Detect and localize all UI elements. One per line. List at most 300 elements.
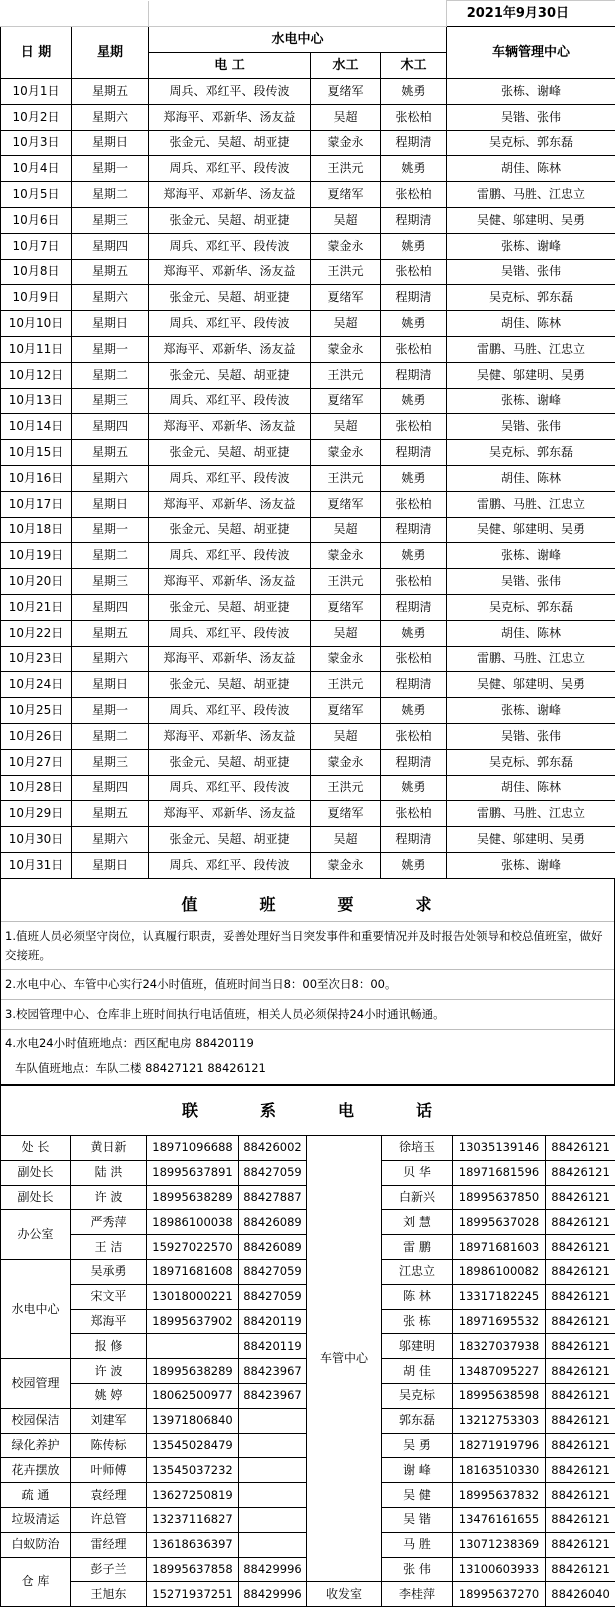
contact-office-phone: 88426121 — [546, 1259, 615, 1284]
contact-group: 白蚁防治 — [1, 1532, 71, 1557]
electrician-cell: 张金元、吴超、胡亚捷 — [149, 749, 311, 775]
weekday-cell: 星期三 — [72, 749, 149, 775]
electrician-cell: 郑海平、邓新华、汤友益 — [149, 569, 311, 595]
contact-mobile: 18995638289 — [147, 1185, 239, 1210]
contact-mobile: 18327037938 — [453, 1334, 546, 1359]
date-cell: 10月14日 — [1, 414, 72, 440]
plumber-cell: 王洪元 — [311, 569, 381, 595]
schedule-row — [1, 517, 615, 543]
contact-group: 花卉摆放 — [1, 1458, 71, 1483]
weekday-cell: 星期一 — [72, 517, 149, 543]
contact-office-phone — [239, 1483, 307, 1508]
electrician-cell: 张金元、吴超、胡亚捷 — [149, 130, 311, 156]
plumber-cell: 蒙金永 — [311, 852, 381, 878]
carpenter-cell: 姚勇 — [381, 775, 447, 801]
contact-office-phone: 88426121 — [546, 1160, 615, 1185]
contact-name: 张 伟 — [382, 1557, 453, 1582]
contact-name: 王旭东 — [71, 1582, 147, 1607]
weekday-cell: 星期五 — [72, 620, 149, 646]
schedule-row — [1, 311, 615, 337]
plumber-cell: 王洪元 — [311, 672, 381, 698]
date-cell: 10月15日 — [1, 440, 72, 466]
date-cell: 10月25日 — [1, 698, 72, 724]
electrician-cell: 周兵、邓红平、段传波 — [149, 465, 311, 491]
contact-mobile: 13018000221 — [147, 1284, 239, 1309]
plumber-cell: 王洪元 — [311, 156, 381, 182]
carpenter-cell: 姚勇 — [381, 698, 447, 724]
vehicle-duty-cell: 胡佳、陈林 — [447, 311, 615, 337]
vehicle-duty-cell: 吴锴、张伟 — [447, 723, 615, 749]
blank-cell — [149, 1, 447, 27]
vehicle-duty-cell: 张栋、谢峰 — [447, 79, 615, 105]
contact-office-phone: 88426121 — [546, 1408, 615, 1433]
header-electrician: 电 工 — [149, 53, 311, 79]
schedule-row — [1, 646, 615, 672]
carpenter-cell: 张松柏 — [381, 723, 447, 749]
schedule-row — [1, 414, 615, 440]
schedule-row — [1, 569, 615, 595]
schedule-row — [1, 285, 615, 311]
contact-name: 严秀萍 — [71, 1210, 147, 1235]
contact-name: 雷 鹏 — [382, 1235, 453, 1260]
plumber-cell: 夏绪军 — [311, 388, 381, 414]
contact-office-phone: 88426121 — [546, 1359, 615, 1384]
vehicle-duty-cell: 吴健、邬建明、吴勇 — [447, 207, 615, 233]
weekday-cell: 星期日 — [72, 672, 149, 698]
contact-group: 副处长 — [1, 1185, 71, 1210]
contact-mobile: 18986100082 — [453, 1259, 546, 1284]
plumber-cell: 夏绪军 — [311, 801, 381, 827]
fleet-duty-location: 车队值班地点：车队二楼 88427121 88426121 — [15, 1061, 266, 1075]
date-cell: 10月18日 — [1, 517, 72, 543]
schedule-row — [1, 207, 615, 233]
plumber-cell: 蒙金永 — [311, 130, 381, 156]
blank-cell — [1, 1, 149, 27]
contact-office-phone — [239, 1433, 307, 1458]
electrician-cell: 郑海平、邓新华、汤友益 — [149, 723, 311, 749]
contact-office-phone: 88426121 — [546, 1507, 615, 1532]
contact-name: 黄日新 — [71, 1136, 147, 1161]
weekday-cell: 星期六 — [72, 285, 149, 311]
schedule-row — [1, 827, 615, 853]
header-date: 日 期 — [1, 27, 72, 79]
plumber-cell: 夏绪军 — [311, 79, 381, 105]
electrician-cell: 郑海平、邓新华、汤友益 — [149, 104, 311, 130]
carpenter-cell: 程期清 — [381, 440, 447, 466]
date-cell: 10月29日 — [1, 801, 72, 827]
carpenter-cell: 姚勇 — [381, 388, 447, 414]
contact-row — [1, 1582, 615, 1607]
electrician-cell: 郑海平、邓新华、汤友益 — [149, 259, 311, 285]
contact-name: 袁经理 — [71, 1483, 147, 1508]
carpenter-cell: 姚勇 — [381, 465, 447, 491]
weekday-cell: 星期三 — [72, 388, 149, 414]
plumber-cell: 蒙金永 — [311, 336, 381, 362]
date-cell: 10月11日 — [1, 336, 72, 362]
schedule-row — [1, 104, 615, 130]
contact-office-phone: 88426002 — [239, 1136, 307, 1161]
contact-mobile: 18971681608 — [147, 1259, 239, 1284]
contact-mobile: 18995637832 — [453, 1483, 546, 1508]
contact-office-phone — [239, 1532, 307, 1557]
contact-mobile: 13212753303 — [453, 1408, 546, 1433]
contact-name: 徐培玉 — [382, 1136, 453, 1161]
contact-mobile: 13618636397 — [147, 1532, 239, 1557]
contact-name: 郭东磊 — [382, 1408, 453, 1433]
contact-mobile: 18995638289 — [147, 1359, 239, 1384]
contact-office-phone: 88426121 — [546, 1185, 615, 1210]
contact-name: 报 修 — [71, 1334, 147, 1359]
electrician-cell: 郑海平、邓新华、汤友益 — [149, 336, 311, 362]
vehicle-center-group: 车管中心 — [307, 1136, 382, 1582]
contact-office-phone: 88426121 — [546, 1433, 615, 1458]
schedule-row — [1, 336, 615, 362]
electrician-cell: 张金元、吴超、胡亚捷 — [149, 517, 311, 543]
contact-name: 陆 洪 — [71, 1160, 147, 1185]
weekday-cell: 星期六 — [72, 646, 149, 672]
vehicle-duty-cell: 雷鹏、马胜、江忠立 — [447, 491, 615, 517]
contact-name: 吴承勇 — [71, 1259, 147, 1284]
date-cell: 10月22日 — [1, 620, 72, 646]
contact-group: 处 长 — [1, 1136, 71, 1161]
plumber-cell: 吴超 — [311, 207, 381, 233]
contact-office-phone: 88426089 — [239, 1235, 307, 1260]
date-cell: 10月30日 — [1, 827, 72, 853]
carpenter-cell: 程期清 — [381, 594, 447, 620]
electrician-cell: 周兵、邓红平、段传波 — [149, 79, 311, 105]
date-cell: 10月3日 — [1, 130, 72, 156]
mailroom-group: 收发室 — [307, 1582, 382, 1607]
contact-mobile: 18995638598 — [453, 1383, 546, 1408]
schedule-row — [1, 465, 615, 491]
carpenter-cell: 程期清 — [381, 827, 447, 853]
date-cell: 10月28日 — [1, 775, 72, 801]
contact-office-phone — [239, 1458, 307, 1483]
weekday-cell: 星期五 — [72, 801, 149, 827]
electrician-cell: 张金元、吴超、胡亚捷 — [149, 827, 311, 853]
contact-office-phone: 88429996 — [239, 1557, 307, 1582]
contact-office-phone — [239, 1408, 307, 1433]
contact-mobile: 18986100038 — [147, 1210, 239, 1235]
electrician-cell: 张金元、吴超、胡亚捷 — [149, 594, 311, 620]
contact-office-phone: 88427059 — [239, 1259, 307, 1284]
contact-mobile: 13317182245 — [453, 1284, 546, 1309]
schedule-row — [1, 156, 615, 182]
contact-mobile: 18971681596 — [453, 1160, 546, 1185]
carpenter-cell: 程期清 — [381, 207, 447, 233]
plumber-cell: 吴超 — [311, 414, 381, 440]
plumber-cell: 蒙金永 — [311, 233, 381, 259]
electrician-cell: 周兵、邓红平、段传波 — [149, 698, 311, 724]
schedule-row — [1, 672, 615, 698]
schedule-row — [1, 594, 615, 620]
contact-office-phone: 88426121 — [546, 1210, 615, 1235]
contact-mobile: 13476161655 — [453, 1507, 546, 1532]
contact-mobile: 13627250819 — [147, 1483, 239, 1508]
vehicle-duty-cell: 张栋、谢峰 — [447, 233, 615, 259]
schedule-row — [1, 723, 615, 749]
contact-name: 白新兴 — [382, 1185, 453, 1210]
contact-mobile: 15927022570 — [147, 1235, 239, 1260]
vehicle-duty-cell: 吴锴、张伟 — [447, 414, 615, 440]
carpenter-cell: 张松柏 — [381, 801, 447, 827]
contact-name: 郑海平 — [71, 1309, 147, 1334]
carpenter-cell: 张松柏 — [381, 491, 447, 517]
header-weekday: 星期 — [72, 27, 149, 79]
contact-row — [1, 1136, 615, 1161]
carpenter-cell: 姚勇 — [381, 79, 447, 105]
date-cell: 10月13日 — [1, 388, 72, 414]
contact-office-phone: 88426121 — [546, 1383, 615, 1408]
contact-office-phone: 88426121 — [546, 1334, 615, 1359]
contact-mobile: 18062500977 — [147, 1383, 239, 1408]
carpenter-cell: 程期清 — [381, 749, 447, 775]
date-cell: 10月31日 — [1, 852, 72, 878]
contact-mobile — [147, 1334, 239, 1359]
contact-group: 疏 通 — [1, 1483, 71, 1508]
header-vehicle-center: 车辆管理中心 — [447, 27, 615, 79]
contact-office-phone: 88426121 — [546, 1284, 615, 1309]
schedule-row — [1, 440, 615, 466]
contacts-title: 联 系 电 话 — [1, 1086, 615, 1136]
schedule-row — [1, 749, 615, 775]
contact-office-phone: 88426121 — [546, 1483, 615, 1508]
carpenter-cell: 张松柏 — [381, 182, 447, 208]
date-cell: 10月8日 — [1, 259, 72, 285]
date-cell: 10月20日 — [1, 569, 72, 595]
plumber-cell: 夏绪军 — [311, 698, 381, 724]
contact-mobile: 18995637891 — [147, 1160, 239, 1185]
date-cell: 10月12日 — [1, 362, 72, 388]
contact-mobile: 18971681603 — [453, 1235, 546, 1260]
electrician-cell: 周兵、邓红平、段传波 — [149, 852, 311, 878]
weekday-cell: 星期五 — [72, 259, 149, 285]
carpenter-cell: 张松柏 — [381, 259, 447, 285]
contact-mobile: 18995637902 — [147, 1309, 239, 1334]
contact-office-phone: 88426089 — [239, 1210, 307, 1235]
weekday-cell: 星期一 — [72, 336, 149, 362]
vehicle-duty-cell: 吴锴、张伟 — [447, 569, 615, 595]
contact-name: 贝 华 — [382, 1160, 453, 1185]
contact-name: 吴 勇 — [382, 1433, 453, 1458]
contact-group: 办公室 — [1, 1210, 71, 1260]
weekday-cell: 星期日 — [72, 311, 149, 337]
vehicle-duty-cell: 吴健、邬建明、吴勇 — [447, 672, 615, 698]
contact-mobile: 13035139146 — [453, 1136, 546, 1161]
carpenter-cell: 张松柏 — [381, 414, 447, 440]
contact-mobile: 18995637850 — [453, 1185, 546, 1210]
vehicle-duty-cell: 吴健、邬建明、吴勇 — [447, 517, 615, 543]
contact-office-phone: 88426121 — [546, 1458, 615, 1483]
contact-group: 校园保洁 — [1, 1408, 71, 1433]
requirements-title: 值 班 要 求 — [181, 895, 434, 914]
electrician-cell: 周兵、邓红平、段传波 — [149, 156, 311, 182]
carpenter-cell: 姚勇 — [381, 620, 447, 646]
contact-office-phone — [239, 1507, 307, 1532]
plumber-cell: 夏绪军 — [311, 182, 381, 208]
contact-name: 李桂萍 — [382, 1582, 453, 1607]
contact-office-phone: 88426121 — [546, 1557, 615, 1582]
duty-requirements — [0, 878, 615, 1085]
contact-office-phone: 88423967 — [239, 1383, 307, 1408]
contact-name: 胡 佳 — [382, 1359, 453, 1384]
plumber-cell: 蒙金永 — [311, 749, 381, 775]
plumber-cell: 王洪元 — [311, 465, 381, 491]
schedule-row — [1, 775, 615, 801]
contact-phone-table — [0, 1085, 615, 1607]
date-cell: 10月24日 — [1, 672, 72, 698]
header-shuidian-center: 水电中心 — [149, 27, 447, 53]
vehicle-duty-cell: 吴克标、郭东磊 — [447, 749, 615, 775]
plumber-cell: 吴超 — [311, 723, 381, 749]
contact-mobile: 13487095227 — [453, 1359, 546, 1384]
weekday-cell: 星期二 — [72, 723, 149, 749]
carpenter-cell: 程期清 — [381, 130, 447, 156]
date-cell: 10月26日 — [1, 723, 72, 749]
electrician-cell: 郑海平、邓新华、汤友益 — [149, 182, 311, 208]
contact-group: 仓 库 — [1, 1557, 71, 1607]
contact-name: 张 栋 — [382, 1309, 453, 1334]
contact-mobile: 13100603933 — [453, 1557, 546, 1582]
contact-name: 许 波 — [71, 1185, 147, 1210]
vehicle-duty-cell: 吴锴、张伟 — [447, 259, 615, 285]
electrician-cell: 周兵、邓红平、段传波 — [149, 311, 311, 337]
weekday-cell: 星期日 — [72, 491, 149, 517]
contact-group: 校园管理 — [1, 1359, 71, 1409]
vehicle-duty-cell: 雷鹏、马胜、江忠立 — [447, 182, 615, 208]
carpenter-cell: 姚勇 — [381, 852, 447, 878]
carpenter-cell: 程期清 — [381, 672, 447, 698]
contact-mobile: 18971096688 — [147, 1136, 239, 1161]
vehicle-duty-cell: 雷鹏、马胜、江忠立 — [447, 336, 615, 362]
contact-office-phone: 88427059 — [239, 1284, 307, 1309]
carpenter-cell: 张松柏 — [381, 569, 447, 595]
date-cell: 10月4日 — [1, 156, 72, 182]
date-cell: 10月10日 — [1, 311, 72, 337]
vehicle-duty-cell: 吴克标、郭东磊 — [447, 594, 615, 620]
contact-name: 王 洁 — [71, 1235, 147, 1260]
contact-name: 马 胜 — [382, 1532, 453, 1557]
vehicle-duty-cell: 胡佳、陈林 — [447, 775, 615, 801]
contact-group: 垃圾清运 — [1, 1507, 71, 1532]
weekday-cell: 星期一 — [72, 698, 149, 724]
date-cell: 10月1日 — [1, 79, 72, 105]
schedule-row — [1, 233, 615, 259]
contact-name: 陈 林 — [382, 1284, 453, 1309]
plumber-cell: 王洪元 — [311, 259, 381, 285]
vehicle-duty-cell: 雷鹏、马胜、江忠立 — [447, 801, 615, 827]
contact-mobile: 18995637028 — [453, 1210, 546, 1235]
contact-office-phone: 88429996 — [239, 1582, 307, 1607]
vehicle-duty-cell: 张栋、谢峰 — [447, 543, 615, 569]
contact-name: 彭子兰 — [71, 1557, 147, 1582]
schedule-row — [1, 801, 615, 827]
contact-office-phone: 88427887 — [239, 1185, 307, 1210]
plumber-cell: 夏绪军 — [311, 491, 381, 517]
contact-office-phone: 88426121 — [546, 1136, 615, 1161]
vehicle-duty-cell: 胡佳、陈林 — [447, 465, 615, 491]
document-date: 2021年9月30日 — [447, 1, 615, 27]
carpenter-cell: 张松柏 — [381, 104, 447, 130]
date-cell: 10月23日 — [1, 646, 72, 672]
contact-office-phone: 88426121 — [546, 1309, 615, 1334]
electrician-cell: 周兵、邓红平、段传波 — [149, 388, 311, 414]
vehicle-duty-cell: 吴克标、郭东磊 — [447, 440, 615, 466]
plumber-cell: 王洪元 — [311, 362, 381, 388]
contact-mobile: 13545028479 — [147, 1433, 239, 1458]
contact-group: 水电中心 — [1, 1259, 71, 1358]
schedule-row — [1, 259, 615, 285]
vehicle-duty-cell: 吴克标、郭东磊 — [447, 130, 615, 156]
carpenter-cell: 程期清 — [381, 285, 447, 311]
vehicle-duty-cell: 张栋、谢峰 — [447, 852, 615, 878]
vehicle-duty-cell: 吴健、邬建明、吴勇 — [447, 362, 615, 388]
weekday-cell: 星期六 — [72, 827, 149, 853]
weekday-cell: 星期二 — [72, 182, 149, 208]
weekday-cell: 星期三 — [72, 569, 149, 595]
schedule-row — [1, 79, 615, 105]
carpenter-cell: 张松柏 — [381, 646, 447, 672]
contact-mobile: 13237116827 — [147, 1507, 239, 1532]
weekday-cell: 星期一 — [72, 156, 149, 182]
weekday-cell: 星期日 — [72, 130, 149, 156]
plumber-cell: 夏绪军 — [311, 285, 381, 311]
requirement-item-2: 2.水电中心、车管中心实行24小时值班，值班时间当日8：00至次日8：00。 — [5, 977, 397, 991]
electrician-cell: 郑海平、邓新华、汤友益 — [149, 801, 311, 827]
requirement-item-1: 1.值班人员必须坚守岗位，认真履行职责，妥善处理好当日突发事件和重要情况并及时报告处领导和校总值班室，做好交接班。 — [5, 929, 603, 962]
contact-office-phone: 88423967 — [239, 1359, 307, 1384]
vehicle-duty-cell: 吴健、邬建明、吴勇 — [447, 827, 615, 853]
date-cell: 10月16日 — [1, 465, 72, 491]
electrician-cell: 张金元、吴超、胡亚捷 — [149, 440, 311, 466]
schedule-row — [1, 620, 615, 646]
contact-name: 吴 健 — [382, 1483, 453, 1508]
schedule-row — [1, 388, 615, 414]
contact-name: 吴 锴 — [382, 1507, 453, 1532]
contact-name: 刘建军 — [71, 1408, 147, 1433]
contact-name: 谢 峰 — [382, 1458, 453, 1483]
electrician-cell: 张金元、吴超、胡亚捷 — [149, 672, 311, 698]
date-cell: 10月17日 — [1, 491, 72, 517]
contact-mobile: 13071238369 — [453, 1532, 546, 1557]
weekday-cell: 星期四 — [72, 233, 149, 259]
plumber-cell: 蒙金永 — [311, 543, 381, 569]
weekday-cell: 星期四 — [72, 414, 149, 440]
date-cell: 10月9日 — [1, 285, 72, 311]
electrician-cell: 郑海平、邓新华、汤友益 — [149, 646, 311, 672]
weekday-cell: 星期二 — [72, 543, 149, 569]
vehicle-duty-cell: 雷鹏、马胜、江忠立 — [447, 646, 615, 672]
carpenter-cell: 姚勇 — [381, 543, 447, 569]
date-cell: 10月19日 — [1, 543, 72, 569]
weekday-cell: 星期五 — [72, 79, 149, 105]
electrician-cell: 张金元、吴超、胡亚捷 — [149, 285, 311, 311]
contact-name: 宋文平 — [71, 1284, 147, 1309]
vehicle-duty-cell: 吴克标、郭东磊 — [447, 285, 615, 311]
electrician-cell: 周兵、邓红平、段传波 — [149, 775, 311, 801]
contact-mobile: 13545037232 — [147, 1458, 239, 1483]
date-cell: 10月7日 — [1, 233, 72, 259]
vehicle-duty-cell: 胡佳、陈林 — [447, 620, 615, 646]
contact-office-phone: 88427059 — [239, 1160, 307, 1185]
contact-office-phone: 88426040 — [546, 1582, 615, 1607]
contact-mobile: 15271937251 — [147, 1582, 239, 1607]
carpenter-cell: 姚勇 — [381, 156, 447, 182]
weekday-cell: 星期五 — [72, 440, 149, 466]
schedule-row — [1, 543, 615, 569]
contact-mobile: 13971806840 — [147, 1408, 239, 1433]
contact-name: 邬建明 — [382, 1334, 453, 1359]
